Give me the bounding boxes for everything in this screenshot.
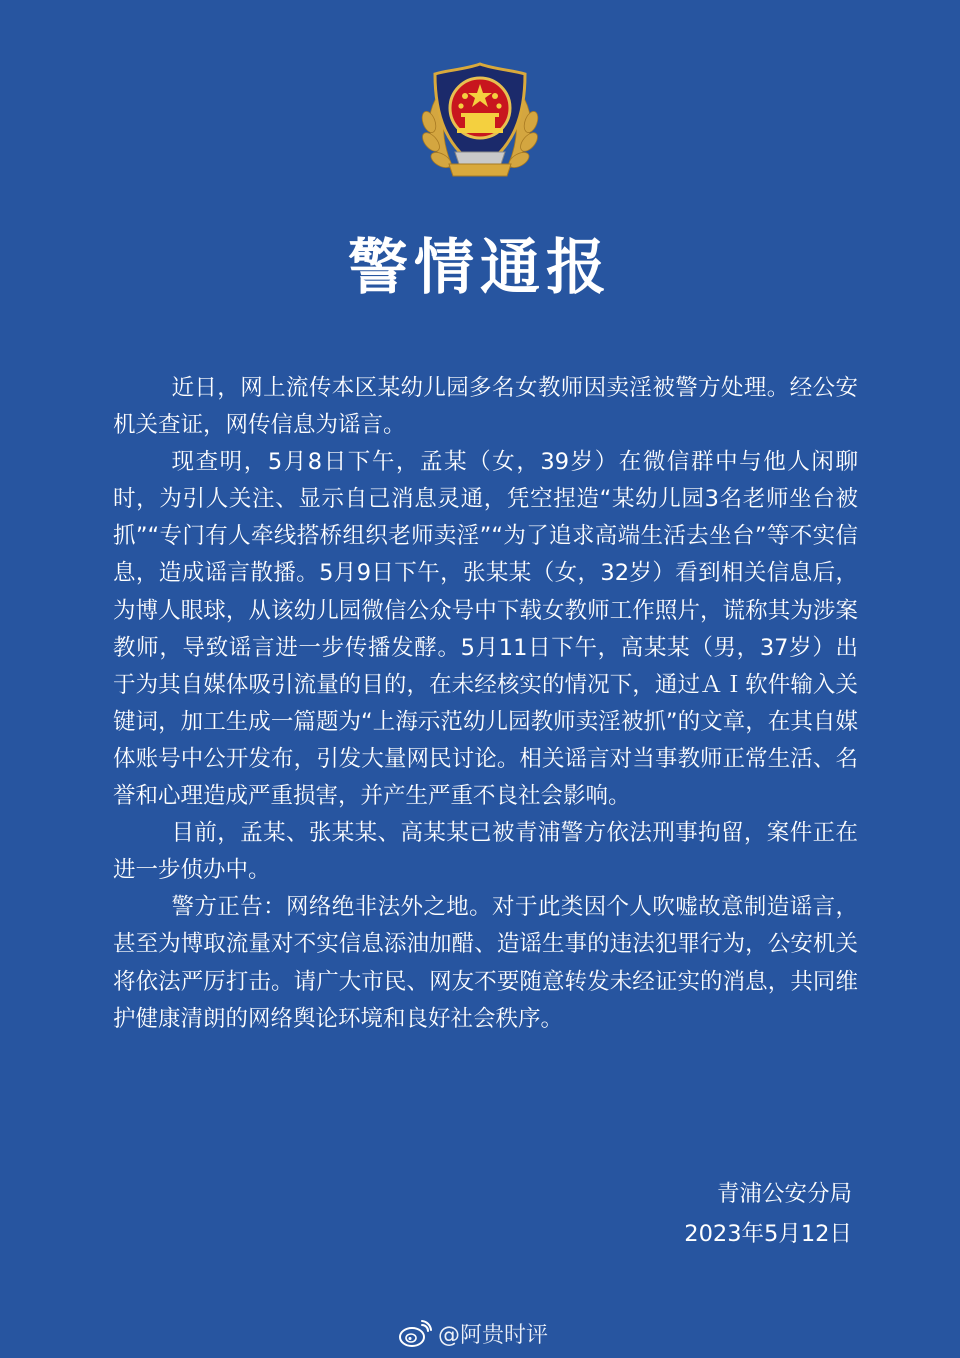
paragraph-2: 现查明，5月8日下午，孟某（女，39岁）在微信群中与他人闲聊时，为引人关注、显示自己消息灵通，凭空捏造“某幼儿园3名老师坐台被抓”“专门有人牵线搭桥组织老师卖淫”“为了追求高端生活去坐台”等不实信息，造成谣言散播。5月9日下午，张某某（女，32岁）看到相关信息后，为博人眼球，从该幼儿园微信公众号中下载女教师工作照片，谎称其为涉案教师，导致谣言进一步传播发酵。5月11日下午，高某某（男，37岁）出于为其自媒体吸引流量的目的，在未经核实的情况下，通过ＡＩ软件输入关键词，加工生成一篇题为“上海示范幼儿园教师卖淫被抓”的文章，在其自媒体账号中公开发布，引发大量网民讨论。相关谣言对当事教师正常生活、名誉和心理造成严重损害，并产生严重不良社会影响。: [113, 449, 858, 810]
watermark: [398, 1318, 548, 1349]
paragraph-1: 近日，网上流传本区某幼儿园多名女教师因卖淫被警方处理。经公安机关查证，网传信息为谣言。: [113, 375, 858, 439]
paragraph-4: 警方正告：网络绝非法外之地。对于此类因个人吹嘘故意制造谣言，甚至为博取流量对不实信息添油加醋、造谣生事的违法犯罪行为，公安机关将依法严厉打击。请广大市民、网友不要随意转发未经证实的消息，共同维护健康清朗的网络舆论环境和良好社会秩序。: [113, 894, 858, 1032]
signature-date: 2023年5月12日: [684, 1221, 852, 1247]
police-emblem-icon: [415, 60, 545, 186]
signature-org: 青浦公安分局: [716, 1181, 852, 1207]
page-title: 警情通报: [348, 233, 612, 303]
weibo-icon: [398, 1320, 432, 1348]
paragraph-3: 目前，孟某、张某某、高某某已被青浦警方依法刑事拘留，案件正在进一步侦办中。: [113, 820, 858, 884]
watermark-text: @阿贵时评: [438, 1323, 549, 1348]
announcement-body: [113, 370, 858, 1038]
signature-block: [684, 1174, 852, 1254]
